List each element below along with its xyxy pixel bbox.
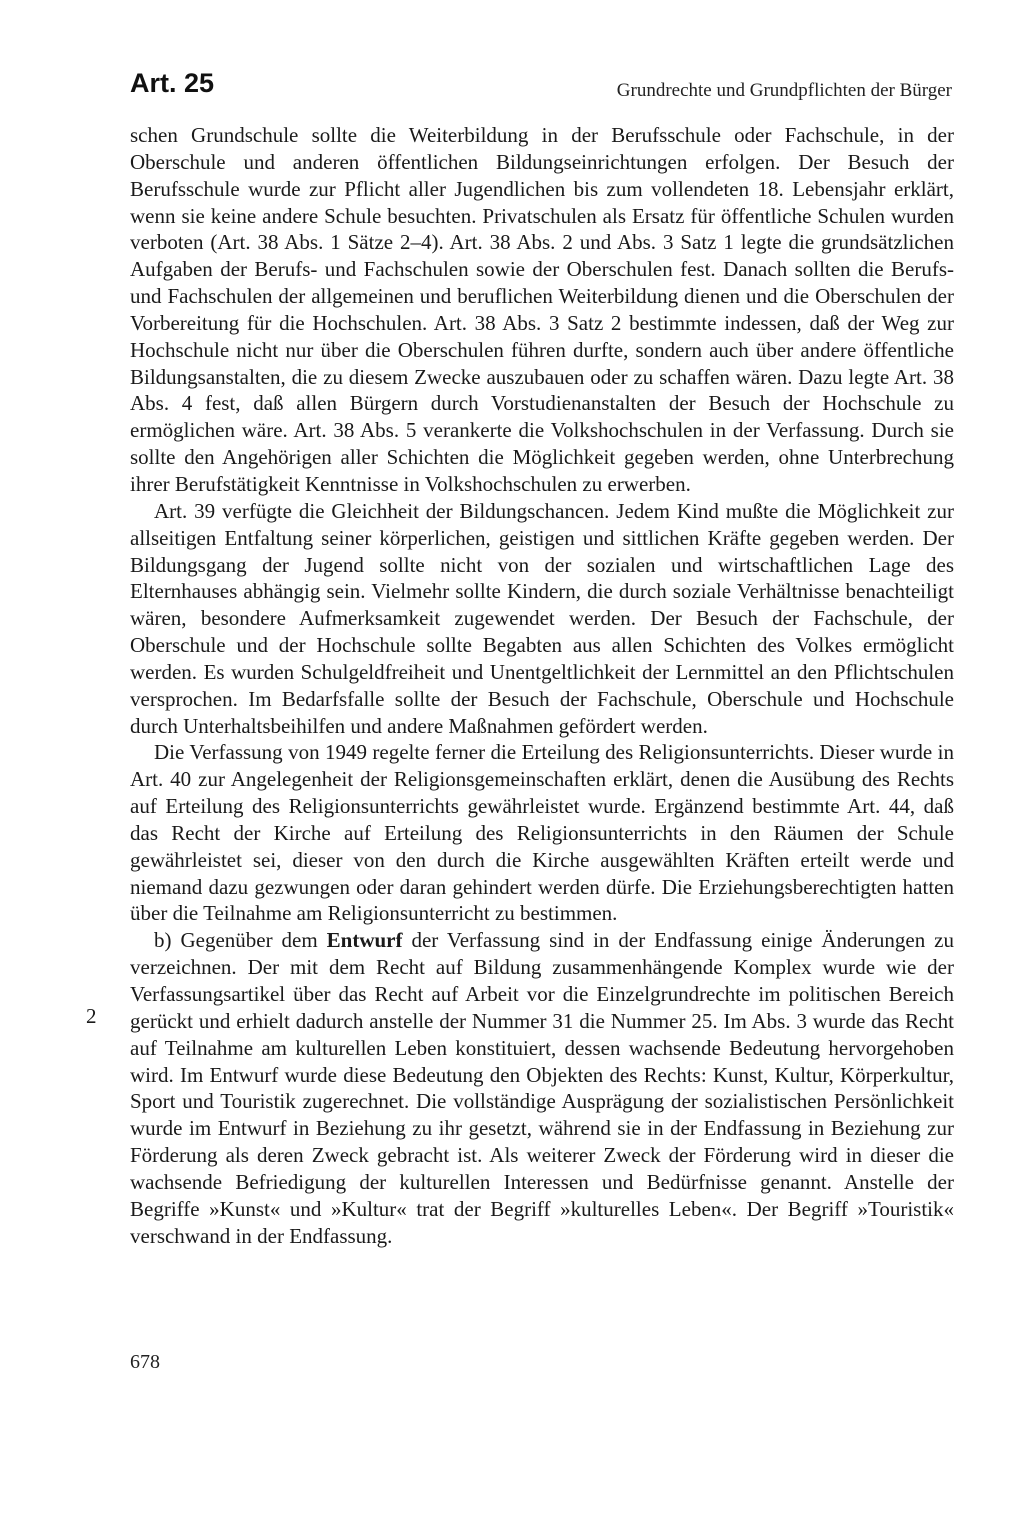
paragraph-2: Art. 39 verfügte die Gleichheit der Bildungschancen. Jedem Kind mußte die Möglichkeit zur allseitigen Entfaltung seiner körperlichen, geistigen und sittlichen Kräfte gegeben werden. Der Bildungsgang der Jugend sollte nicht von der sozialen und wirtschaftlichen Lage des Elternhauses abhängig sein. Vielmehr sollte Kindern, die durch soziale Verhältnisse benachteiligt wären, besondere Aufmerksamkeit zugewendet werden. Der Besuch der Fachschule, der Oberschule und der Hochschule sollte Begabten aus allen Schichten des Volkes ermöglicht werden. Es wurden Schulgeldfreiheit und Unentgeltlichkeit der Lernmittel an den Pflichtschulen versprochen. Im Bedarfsfalle sollte der Besuch der Fachschule, Oberschule und Hochschule durch Unterhaltsbeihilfen und andere Maßnahmen gefördert werden.: [130, 498, 954, 738]
margin-number: 2: [86, 1004, 97, 1028]
paragraph-4-start: b) Gegenüber dem: [154, 928, 327, 953]
paragraph-1: schen Grundschule sollte die Weiterbildung in der Berufsschule oder Fachschule, in der Oberschule und anderen öffentlichen Bildungseinrichtungen erfolgen. Der Besuch der Berufsschule wurde zur Pflicht aller Jugendlichen bis zum vollendeten 18. Lebensjahr erklärt, wenn sie keine andere Schule besuchten. Privatschulen als Ersatz für öffentliche Schulen wurden verboten (Art. 38 Abs. 1 Sätze 2–4). Art. 38 Abs. 2 und Abs. 3 Satz 1 legte die grundsätzlichen Aufgaben der Berufs- und Fachschulen sowie der Oberschulen fest. Danach sollten die Berufs- und Fachschulen der allgemeinen und beruflichen Weiterbildung dienen und die Oberschulen der Vorbereitung für die Hochschulen. Art. 38 Abs. 3 Satz 2 bestimmte indessen, daß der Weg zur Hochschule nicht nur über die Oberschulen führen durfte, sondern auch über andere öffentliche Bildungsanstalten, die zu diesem Zwecke auszubauen oder zu schaffen wären. Dazu legte Art. 38 Abs. 4 fest, daß allen Bürgern durch Vorstudienanstalten der Besuch der Hochschule zu ermöglichen wäre. Art. 38 Abs. 5 verankerte die Volkshochschulen in der Verfassung. Durch sie sollte den Angehörigen aller Schichten die Möglichkeit gegeben werden, ohne Unterbrechung ihrer Berufstätigkeit Kenntnisse in Volkshochschulen zu erwerben.: [130, 123, 954, 496]
page-number: 678: [130, 1351, 160, 1373]
body-text: [130, 122, 954, 1249]
article-heading: Art. 25: [130, 68, 215, 98]
paragraph-3: Die Verfassung von 1949 regelte ferner die Erteilung des Religionsunterrichts. Dieser wurde in Art. 40 zur Angelegenheit der Religionsgemeinschaften erklärt, denen die Ausübung des Rechts auf Erteilung des Religionsunterrichts gewährleistet wurde. Ergänzend bestimmte Art. 44, daß das Recht der Kirche auf Erteilung des Religionsunterrichts in den Räumen der Schule gewährleistet sei, dieser von den durch die Kirche ausgewählten Kräften erteilt werde und niemand dazu gezwungen oder daran gehindert werden dürfe. Die Erziehungsberechtigten hatten über die Teilnahme am Religionsunterricht zu bestimmen.: [130, 740, 954, 926]
running-header: Grundrechte und Grundpflichten der Bürger: [616, 80, 952, 101]
paragraph-4-bold-term: Entwurf: [326, 928, 403, 953]
paragraph-4: [130, 927, 954, 1249]
paragraph-4-rest: der Verfassung sind in der Endfassung einige Änderungen zu verzeichnen. Der mit dem Recht auf Bildung zusammenhängende Komplex wurde wie der Verfassungsartikel über das Recht auf Arbeit vor die Einzelgrundrechte im politischen Bereich gerückt und erhielt dadurch anstelle der Nummer 31 die Nummer 25. Im Abs. 3 wurde das Recht auf Teilnahme am kulturellen Leben konstituiert, dessen wachsende Bedeutung hervorgehoben wird. Im Entwurf wurde diese Bedeutung den Objekten des Rechts: Kunst, Kultur, Körperkultur, Sport und Touristik zugerechnet. Die vollständige Ausprägung der sozialistischen Persönlichkeit wurde im Entwurf in Beziehung zu ihr gesetzt, während sie in der Endfassung in Beziehung zur Förderung als deren Zweck gebracht ist. Als weiterer Zweck der Förderung wird in dieser die wachsende Befriedigung der kulturellen Interessen und Bedürfnisse genannt. Anstelle der Begriffe »Kunst« und »Kultur« trat der Begriff »kulturelles Leben«. Der Begriff »Touristik« verschwand in der Endfassung.: [130, 928, 954, 1248]
